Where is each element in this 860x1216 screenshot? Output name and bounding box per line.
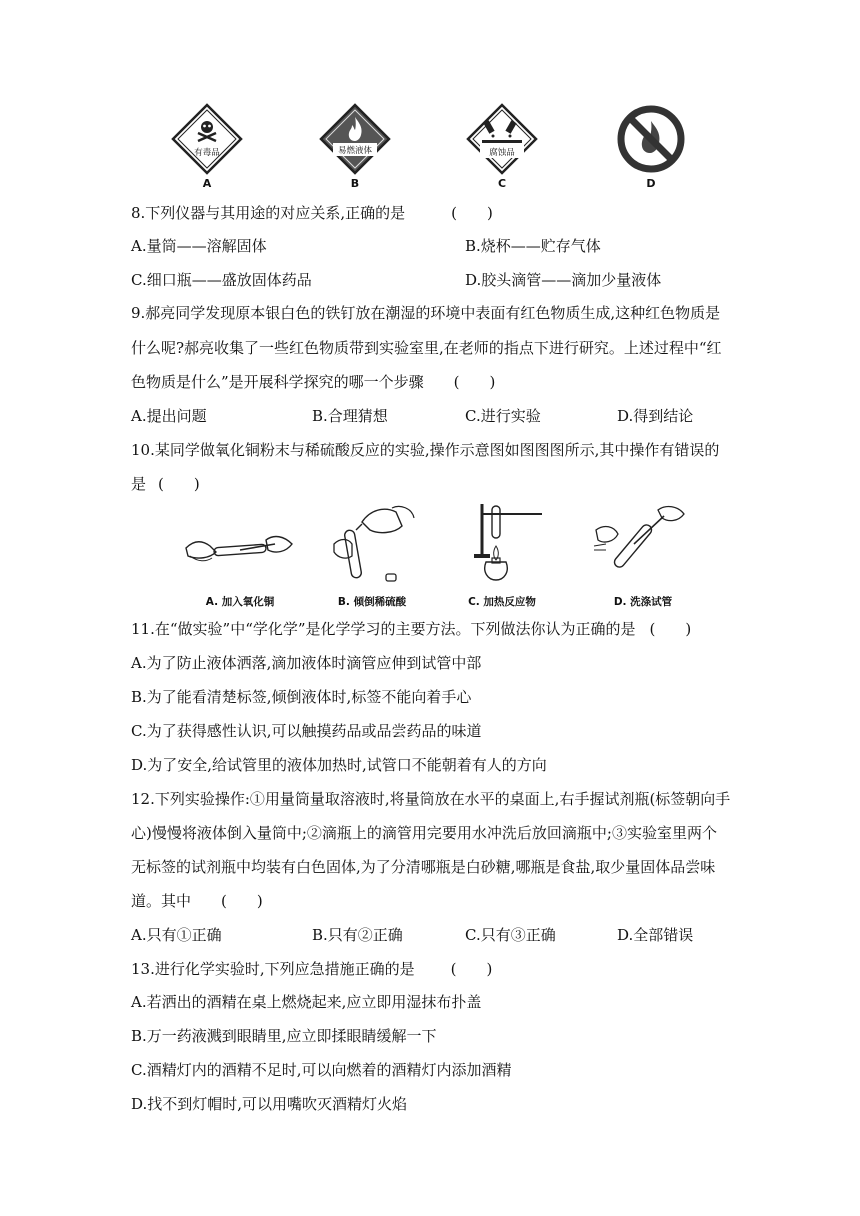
sign-letter: D: [646, 177, 656, 190]
q13-option-d: D.找不到灯帽时,可以用嘴吹灭酒精灯火焰: [131, 1095, 408, 1113]
sign-letter: A: [202, 177, 212, 190]
question-11: [131, 619, 691, 639]
figure-d: [588, 500, 698, 609]
figure-caption: B. 倾倒稀硫酸: [337, 596, 407, 608]
figure-b: [322, 500, 422, 609]
figure-c: [452, 500, 552, 609]
q11-option-a: A.为了防止液体洒落,滴加液体时滴管应伸到试管中部: [131, 654, 482, 672]
q9-option-b: B.合理猜想: [312, 407, 388, 425]
q12-line-3: 无标签的试剂瓶中均装有白色固体,为了分清哪瓶是白砂糖,哪瓶是食盐,取少量固体品尝味: [131, 858, 716, 876]
sign-label: 腐蚀品: [489, 148, 515, 158]
toxic-sign: [167, 103, 247, 193]
sign-letter: B: [350, 177, 360, 190]
heat-reaction-illustration: [452, 500, 552, 590]
answer-bracket: ( ): [450, 960, 493, 978]
question-10-stem-end: [131, 474, 200, 494]
q8-option-d: D.胶头滴管——滴加少量液体: [465, 271, 662, 289]
add-powder-illustration: [180, 500, 300, 590]
corrosive-icon: [466, 103, 538, 175]
q12-line-4: 道。其中: [131, 892, 192, 910]
q12-option-b: B.只有②正确: [312, 926, 403, 944]
question-12-stem-end: [131, 891, 263, 911]
q13-option-c: C.酒精灯内的酒精不足时,可以向燃着的酒精灯内添加酒精: [131, 1061, 512, 1079]
sign-label: 易燃液体: [337, 146, 373, 156]
question-stem: 11.在“做实验”中“学化学”是化学学习的主要方法。下列做法你认为正确的是: [131, 620, 636, 638]
q11-option-b: B.为了能看清楚标签,倾倒液体时,标签不能向着手心: [131, 688, 472, 706]
q9-option-d: D.得到结论: [617, 407, 694, 425]
flammable-liquid-sign: [315, 103, 395, 193]
q12-line-2: 心)慢慢将液体倒入量筒中;②滴瓶上的滴管用完要用水冲洗后放回滴瓶中;③实验室里两个: [131, 824, 717, 842]
question-8: [131, 203, 493, 223]
q12-line-1: 12.下列实验操作:①用量筒量取溶液时,将量筒放在水平的桌面上,右手握试剂瓶(标签朝向手: [131, 790, 731, 808]
q9-line-2: 什么呢?郝亮收集了一些红色物质带到实验室里,在老师的指点下进行研究。上述过程中“红: [131, 339, 722, 357]
question-9-stem-end: [131, 372, 495, 392]
question-stem: 13.进行化学实验时,下列应急措施正确的是: [131, 960, 415, 978]
figure-caption: A. 加入氧化铜: [205, 596, 275, 608]
q8-option-c: C.细口瓶——盛放固体药品: [131, 271, 312, 289]
q13-option-a: A.若洒出的酒精在桌上燃烧起来,应立即用湿抹布扑盖: [131, 993, 482, 1011]
q8-option-b: B.烧杯——贮存气体: [465, 237, 601, 255]
pour-acid-illustration: [322, 500, 422, 590]
q12-option-a: A.只有①正确: [131, 926, 222, 944]
corrosive-sign: [462, 103, 542, 193]
figure-a: [180, 500, 300, 609]
answer-bracket: ( ): [453, 373, 496, 391]
q9-line-3: 色物质是什么”是开展科学探究的哪一个步骤: [131, 373, 424, 391]
q11-option-c: C.为了获得感性认识,可以触摸药品或品尝药品的味道: [131, 722, 482, 740]
answer-bracket: ( ): [451, 204, 493, 222]
answer-bracket: ( ): [221, 892, 263, 910]
answer-bracket: ( ): [158, 475, 200, 493]
q12-option-c: C.只有③正确: [465, 926, 556, 944]
figure-caption: C. 加热反应物: [468, 596, 536, 608]
flame-icon: [319, 103, 391, 175]
answer-bracket: ( ): [649, 620, 692, 638]
q11-option-d: D.为了安全,给试管里的液体加热时,试管口不能朝着有人的方向: [131, 756, 547, 774]
q9-line-1: 9.郝亮同学发现原本银白色的铁钉放在潮湿的环境中表面有红色物质生成,这种红色物质是: [131, 304, 721, 322]
q10-line-2: 是: [131, 475, 147, 493]
q9-option-c: C.进行实验: [465, 407, 541, 425]
wash-tube-illustration: [588, 500, 698, 590]
q9-option-a: A.提出问题: [131, 407, 207, 425]
q13-option-b: B.万一药液溅到眼睛里,应立即揉眼睛缓解一下: [131, 1027, 437, 1045]
hazard-signs-row: [0, 103, 860, 198]
experiment-figures: [0, 500, 860, 610]
no-fire-icon: [615, 103, 687, 175]
sign-label: 有毒品: [194, 148, 220, 158]
q12-option-d: D.全部错误: [617, 926, 694, 944]
sign-letter: C: [497, 177, 507, 190]
question-stem: 8.下列仪器与其用途的对应关系,正确的是: [131, 204, 406, 222]
q10-line-1: 10.某同学做氧化铜粉末与稀硫酸反应的实验,操作示意图如图图图所示,其中操作有错误的: [131, 441, 720, 459]
skull-icon: [171, 103, 243, 175]
question-13: [131, 959, 492, 979]
q8-option-a: A.量筒——溶解固体: [131, 237, 267, 255]
figure-caption: D. 洗涤试管: [613, 596, 673, 608]
no-open-flame-sign: [611, 103, 691, 193]
